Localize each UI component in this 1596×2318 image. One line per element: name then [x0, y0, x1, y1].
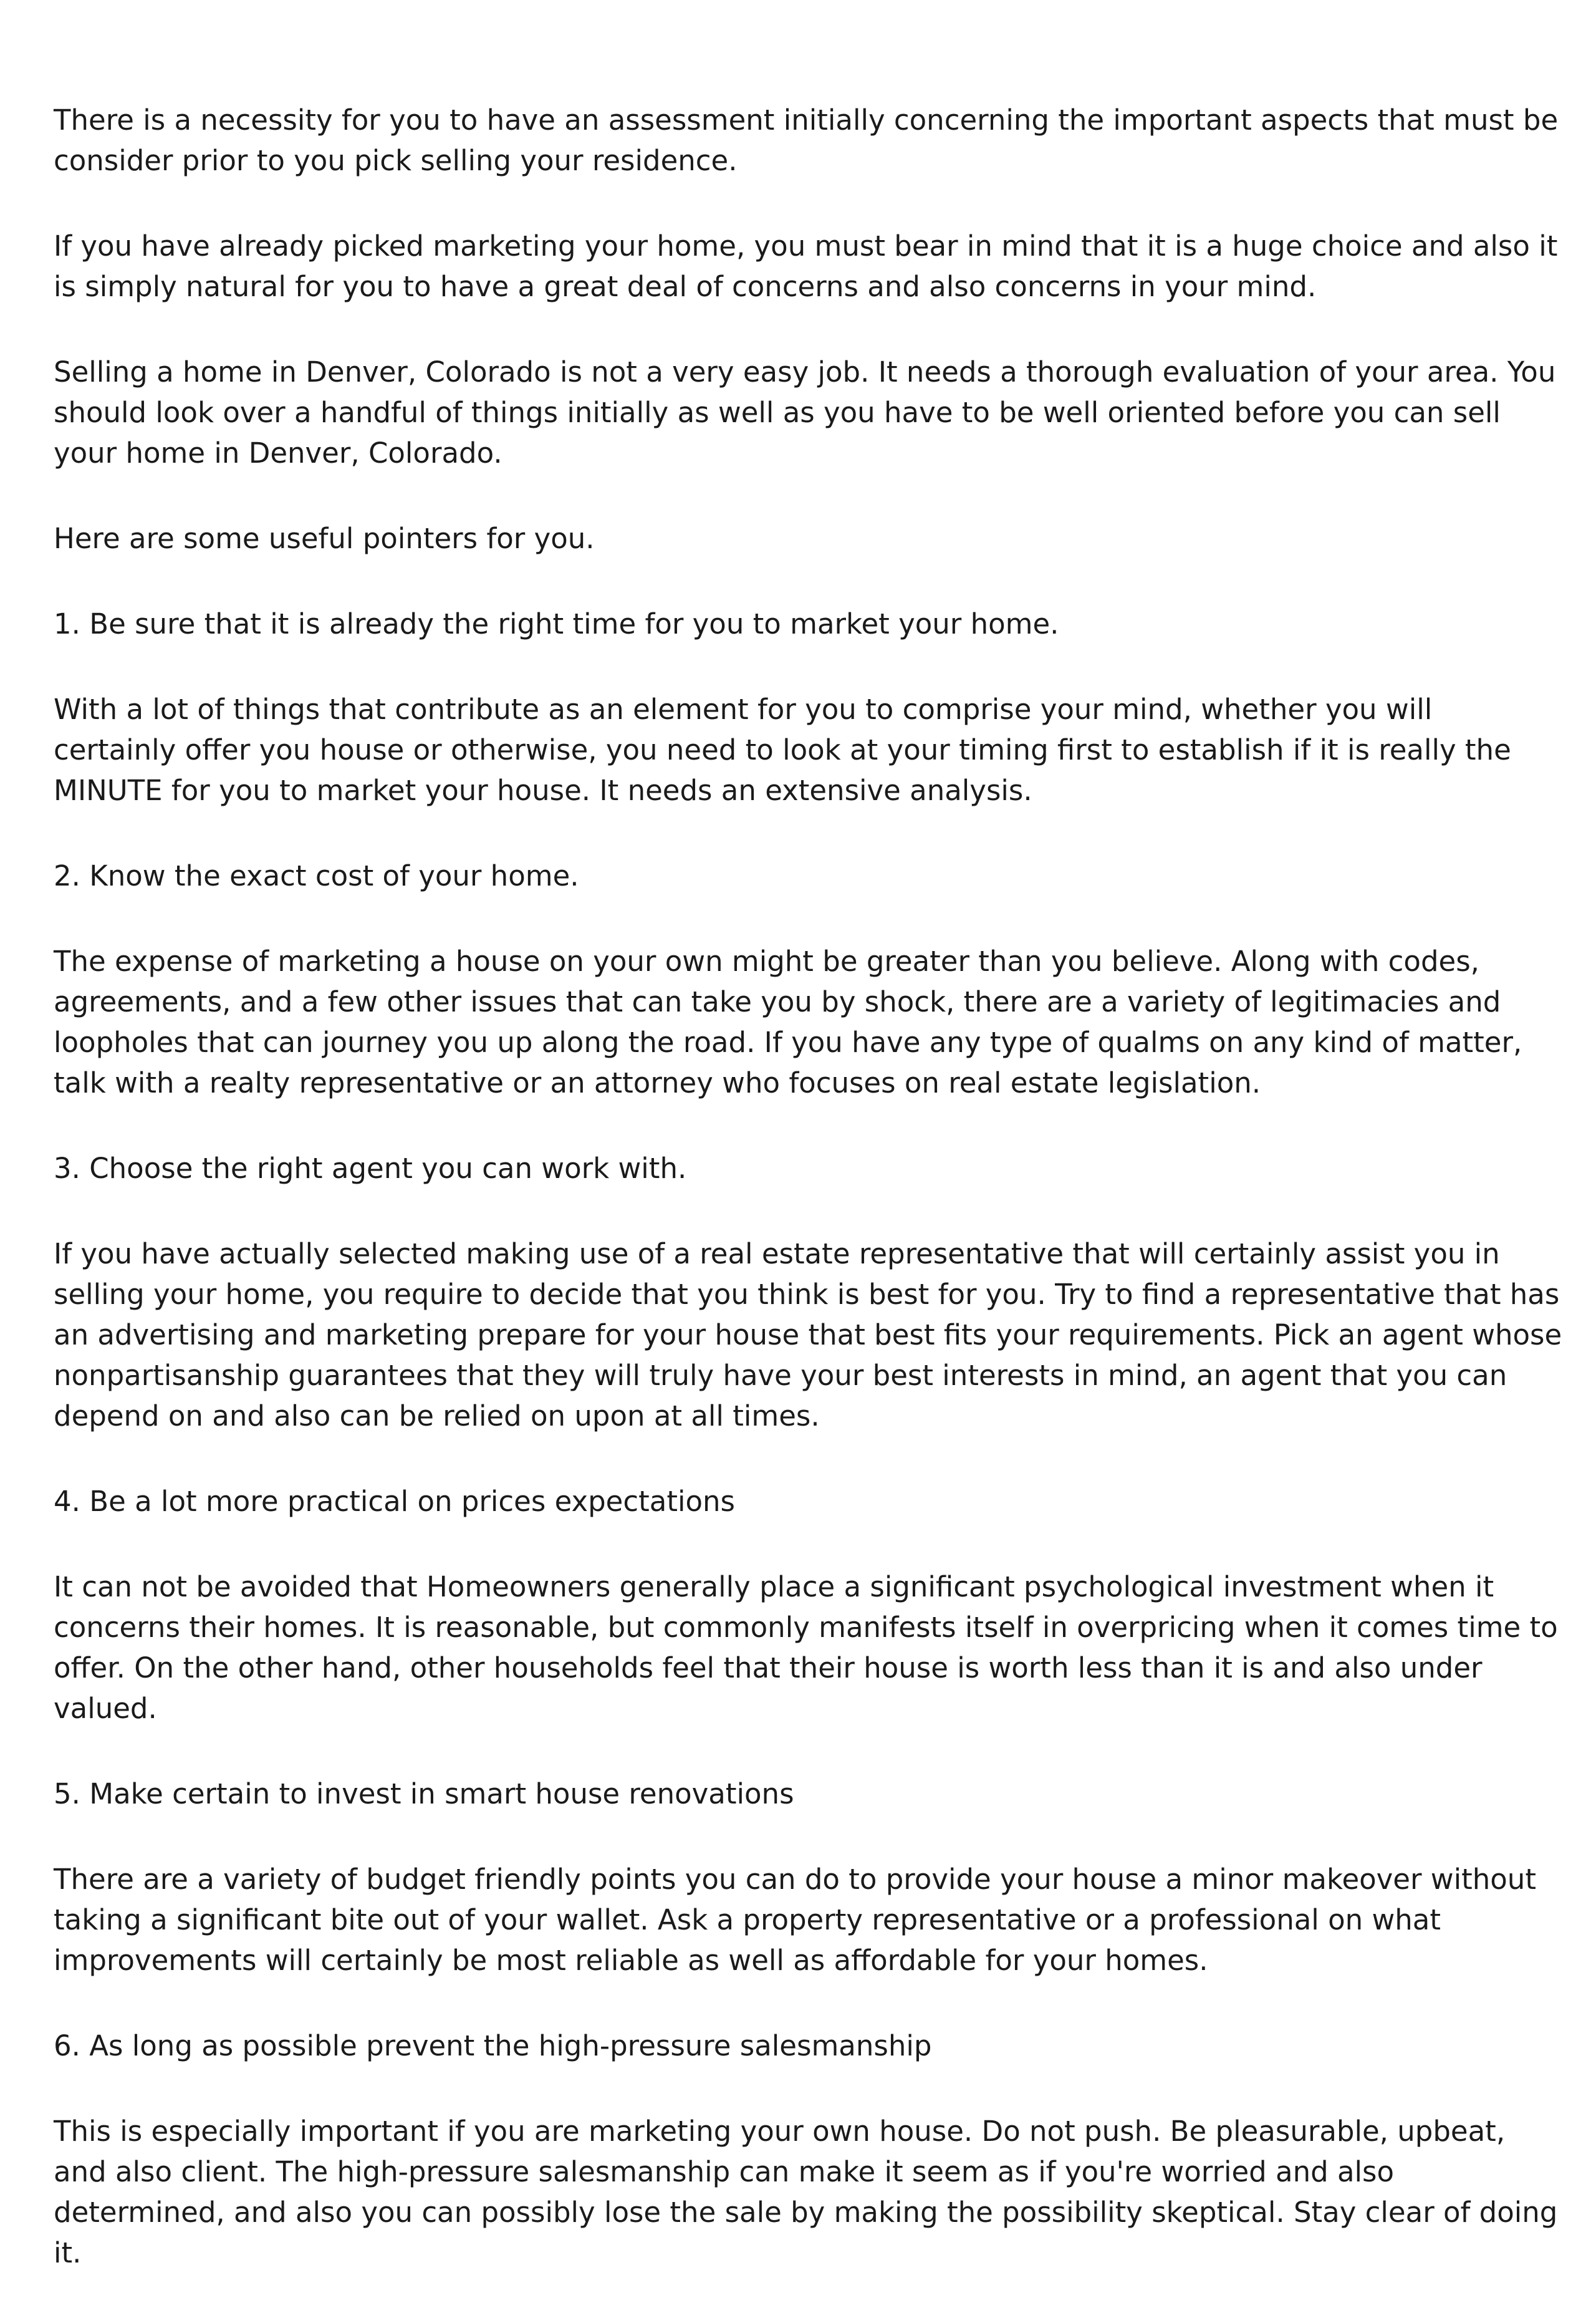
denver-paragraph: Selling a home in Denver, Colorado is not a very easy job. It needs a thorough evaluation of your area. You should look over a handful of things initially as well as you have to be well oriented before you can sell your home in Denver, Colorado. [54, 355, 1556, 470]
tip-6-heading: 6. As long as possible prevent the high-pressure salesmanship [54, 2029, 932, 2062]
tip-4-body: It can not be avoided that Homeowners generally place a significant psychological investment when it concerns their homes. It is reasonable, but commonly manifests itself in overpricing when it comes time to offer. On the other hand, other households feel that their house is worth less than it is and also under valued. [54, 1570, 1558, 1725]
tip-3-heading: 3. Choose the right agent you can work with. [54, 1152, 687, 1185]
tip-5-heading: 5. Make certain to invest in smart house renovations [54, 1777, 794, 1810]
intro-paragraph: There is a necessity for you to have an assessment initially concerning the important aspects that must be consider prior to you pick selling your residence. [54, 104, 1559, 177]
tip-1-heading: 1. Be sure that it is already the right time for you to market your home. [54, 607, 1059, 640]
document-body [54, 100, 1562, 2318]
tip-5-body: There are a variety of budget friendly points you can do to provide your house a minor makeover without taking a significant bite out of your wallet. Ask a property representative or a professional on what improvements will certainly be most reliable as well as affordable for your homes. [54, 1863, 1536, 1977]
tip-3-body: If you have actually selected making use of a real estate representative that will certainly assist you in selling your home, you require to decide that you think is best for you. Try to find a representative that has an advertising and marketing prepare for your house that best fits your requirements. Pick an agent whose nonpartisanship guarantees that they will truly have your best interests in mind, an agent that you can depend on and also can be relied on upon at all times. [54, 1237, 1562, 1432]
tip-4-heading: 4. Be a lot more practical on prices expectations [54, 1485, 735, 1518]
tip-6-body: This is especially important if you are marketing your own house. Do not push. Be pleasurable, upbeat, and also client. The high-pressure salesmanship can make it seem as if you're worried and also determined, and also you can possibly lose the sale by making the possibility skeptical. Stay clear of doing it. [54, 2115, 1558, 2269]
decision-paragraph: If you have already picked marketing your home, you must bear in mind that it is a huge choice and also it is simply natural for you to have a great deal of concerns and also concerns in your mind. [54, 229, 1558, 303]
tip-1-body: With a lot of things that contribute as an element for you to comprise your mind, whether you will certainly offer you house or otherwise, you need to look at your timing first to establish if it is really the MINUTE for you to market your house. It needs an extensive analysis. [54, 693, 1511, 807]
tip-2-heading: 2. Know the exact cost of your home. [54, 859, 579, 892]
pointers-intro: Here are some useful pointers for you. [54, 522, 595, 555]
tip-2-body: The expense of marketing a house on your own might be greater than you believe. Along with codes, agreements, and a few other issues that can take you by shock, there are a variety of legitimacies and loopholes that can journey you up along the road. If you have any type of qualms on any kind of matter, talk with a realty representative or an attorney who focuses on real estate legislation. [54, 945, 1522, 1099]
